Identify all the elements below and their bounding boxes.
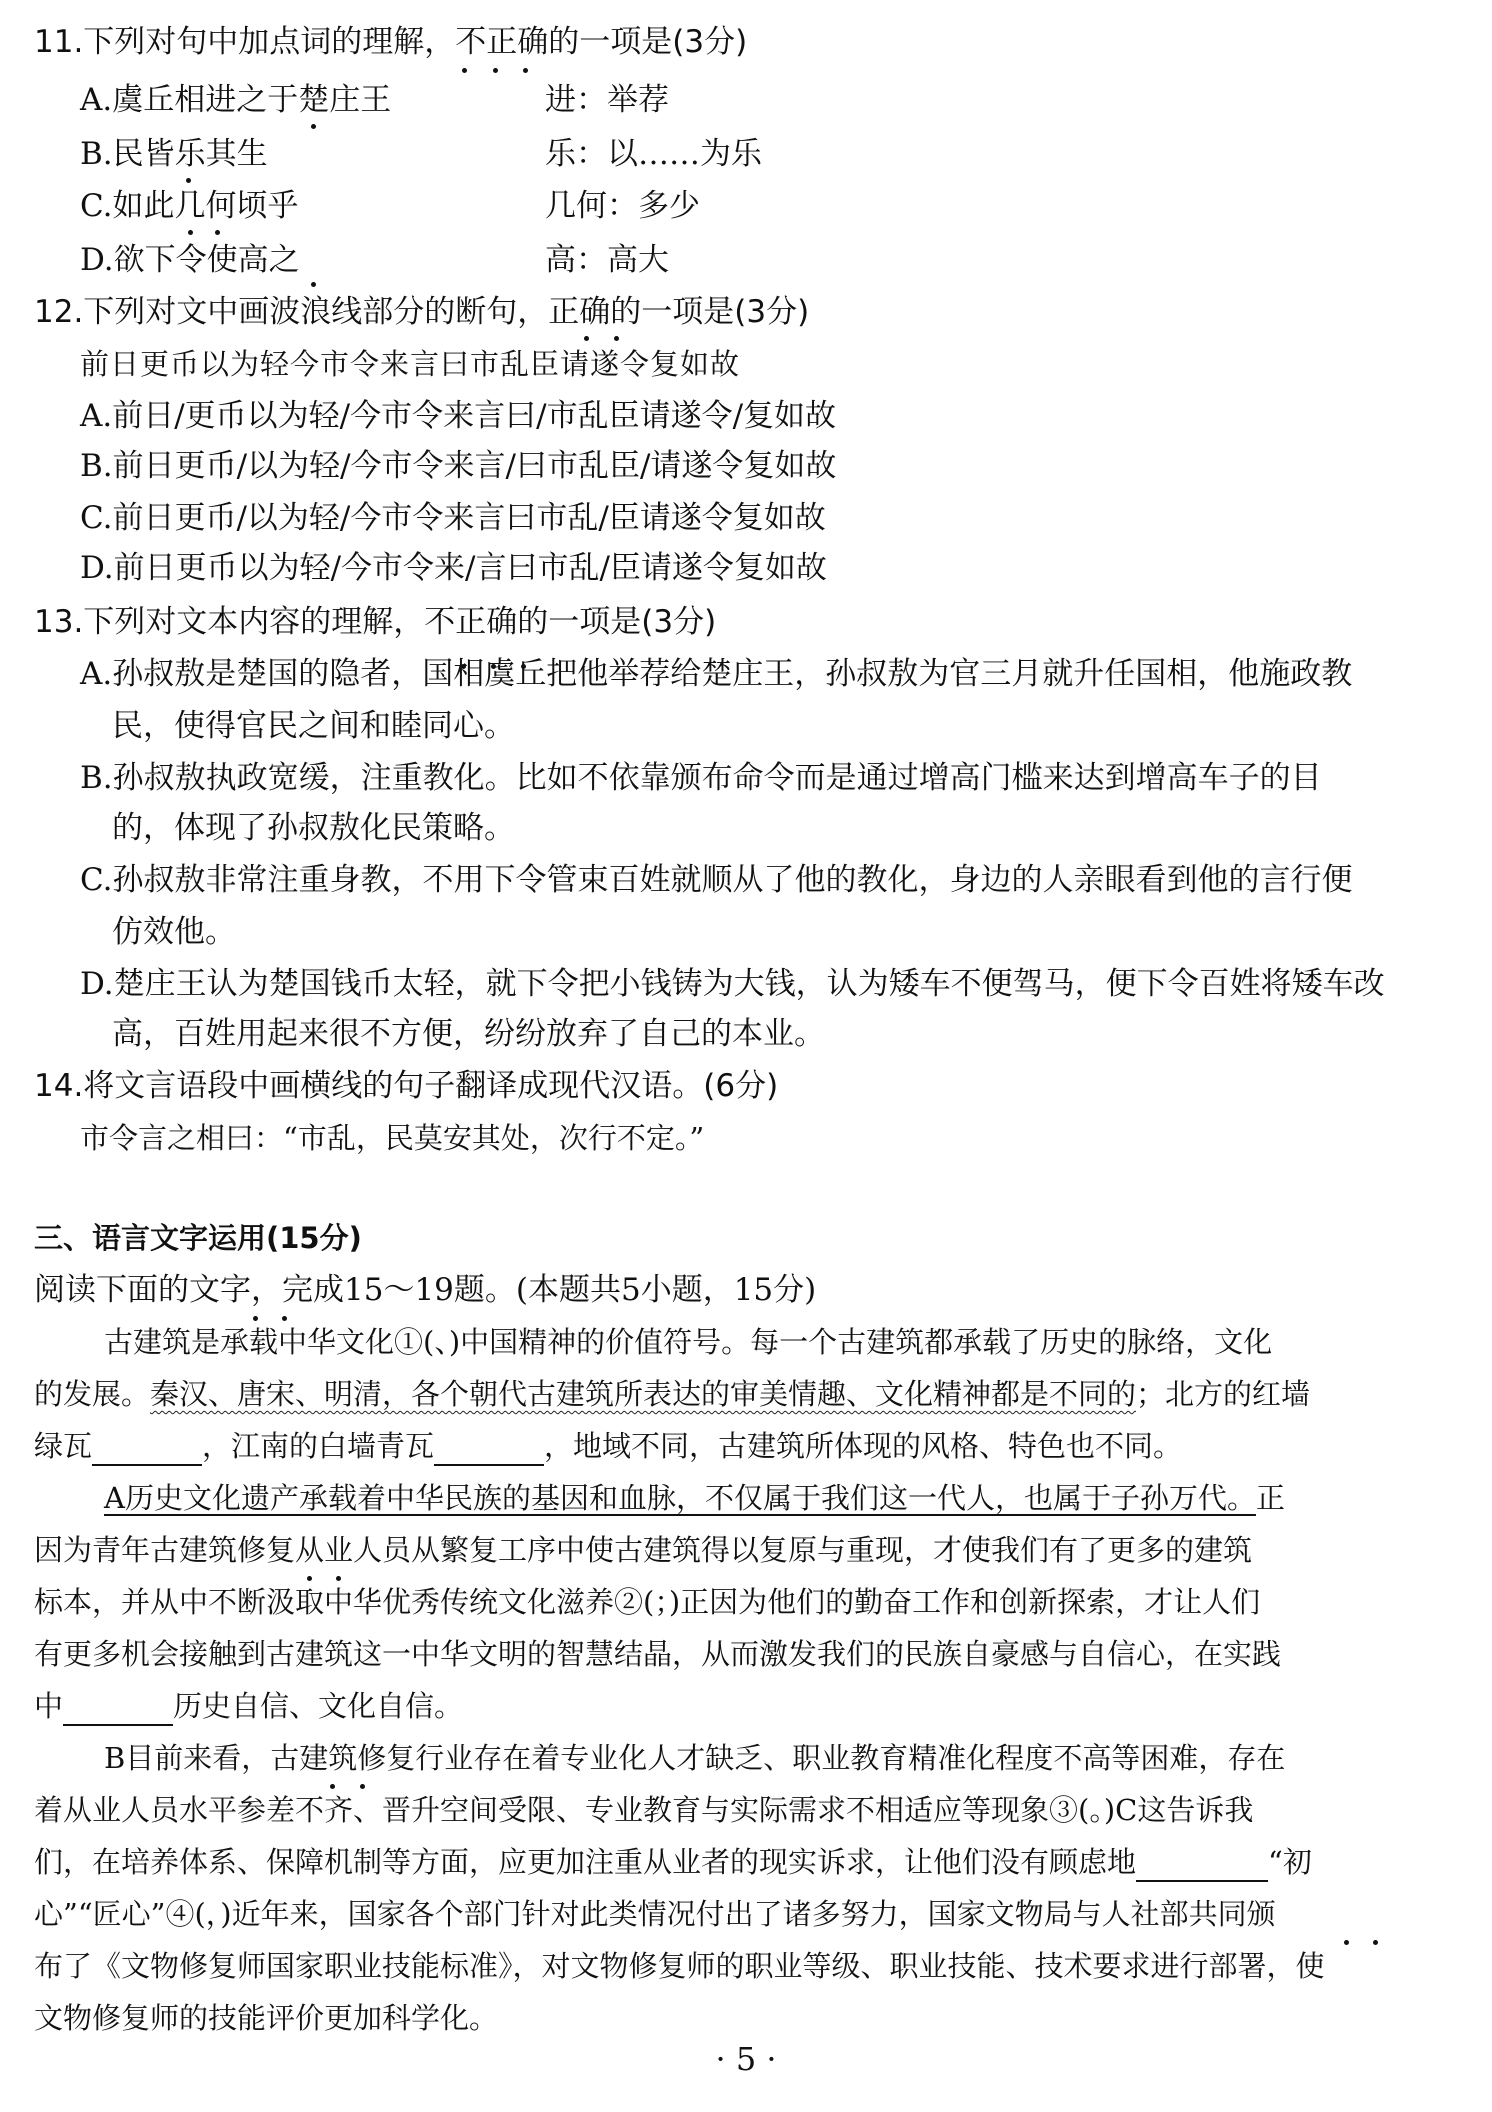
- passage-p3-line1: B目前来看，古建筑修复行业存在着专业化人才缺乏、职业教育精准化程度不高等困难，存在: [104, 1741, 1286, 1775]
- q11-gloss-c: 几何：多少: [545, 188, 700, 224]
- underlined-sentence-a: A历史文化遗产承载着中华民族的基因和血脉，不仅属于我们这一代人，也属于子孙万代。: [104, 1481, 1256, 1515]
- q13-option-c-line1: C.孙叔敖非常注重身教，不用下令管束百姓就顺从了他的教化，身边的人亲眼看到他的言行便: [80, 862, 1353, 898]
- q12-stem: 12.下列对文中画波浪线部分的断句，正确的一项是(3分): [34, 294, 810, 330]
- passage-p3-line5: 布了《文物修复师国家职业技能标准》，对文物修复师的职业等级、职业技能、技术要求进行部署，使: [34, 1949, 1325, 1983]
- q12-option-b: B.前日更币/以为轻/今市令来言/曰市乱臣/请遂令复如故: [80, 448, 837, 484]
- emphasis-dot: [1373, 1940, 1378, 1945]
- q11-option-a: A.虞丘相进之于楚庄王: [80, 82, 392, 118]
- emphasis-dot: [1344, 1940, 1349, 1945]
- q12-option-c: C.前日更币/以为轻/今市令来言曰市乱/臣请遂令复如故: [80, 500, 826, 536]
- emphasis-dot: [311, 124, 316, 129]
- passage-p2-line1: A历史文化遗产承载着中华民族的基因和血脉，不仅属于我们这一代人，也属于子孙万代。正: [104, 1481, 1285, 1515]
- emphasis-dot: [614, 336, 619, 341]
- answer-blank: [1136, 1850, 1268, 1882]
- passage-p1-line1: 古建筑是承载中华文化①(、)中国精神的价值符号。每一个古建筑都承载了历史的脉络，文化: [104, 1325, 1273, 1359]
- q13-option-a-line2: 民，使得官民之间和睦同心。: [112, 708, 515, 744]
- passage-p2-line3: 标本，并从中不断汲取中华优秀传统文化滋养②(；)正因为他们的勤奋工作和创新探索，才让人们: [34, 1585, 1261, 1619]
- q11-gloss-d: 高：高大: [545, 242, 669, 278]
- q14-stem: 14.将文言语段中画横线的句子翻译成现代汉语。(6分): [34, 1068, 779, 1104]
- emphasis-dot: [330, 1784, 335, 1789]
- passage-p1-line3: 绿瓦 ，江南的白墙青瓦 ，地域不同，古建筑所体现的风格、特色也不同。: [34, 1426, 1182, 1466]
- emphasis-dot: [282, 1316, 287, 1321]
- passage-p1-line2: 的发展。秦汉、唐宋、明清，各个朝代古建筑所表达的审美情趣、文化精神都是不同的；北方的红墙: [34, 1377, 1311, 1411]
- q13-option-c-line2: 仿效他。: [112, 914, 236, 950]
- emphasis-dot: [584, 336, 589, 341]
- emphasis-dot: [186, 178, 191, 183]
- emphasis-dot: [523, 68, 528, 73]
- q13-option-d-line2: 高，百姓用起来很不方便，纷纷放弃了自己的本业。: [112, 1016, 825, 1052]
- answer-blank: [434, 1434, 544, 1466]
- passage-p3-line2: 着从业人员水平参差不齐、晋升空间受限、专业教育与实际需求不相适应等现象③(。)C这告诉我: [34, 1793, 1254, 1827]
- q14-sentence: 市令言之相曰：“市乱，民莫安其处，次行不定。”: [80, 1121, 705, 1155]
- emphasis-dot: [360, 1784, 365, 1789]
- emphasis-dot: [311, 282, 316, 287]
- emphasis-dot: [336, 1576, 341, 1581]
- q13-stem: 13.下列对文本内容的理解，不正确的一项是(3分): [34, 604, 717, 640]
- passage-p2-line5: 中 历史自信、文化自信。: [34, 1686, 463, 1726]
- q12-option-d: D.前日更币以为轻/今市令来/言曰市乱/臣请遂令复如故: [80, 550, 827, 586]
- q13-option-a-line1: A.孙叔敖是楚国的隐者，国相虞丘把他举荐给楚庄王，孙叔敖为官三月就升任国相，他施政教: [80, 656, 1353, 692]
- passage-p2-line4: 有更多机会接触到古建筑这一中华文明的智慧结晶，从而激发我们的民族自豪感与自信心，在实践: [34, 1637, 1282, 1671]
- q11-option-c: C.如此几何顷乎: [80, 188, 299, 224]
- answer-blank: [92, 1434, 202, 1466]
- q12-option-a: A.前日/更币以为轻/今市令来言曰/市乱臣请遂令/复如故: [80, 398, 837, 434]
- section-heading: 三、语言文字运用(15分): [34, 1221, 362, 1255]
- page-number: · 5 ·: [715, 2040, 777, 2078]
- emphasis-dot: [188, 230, 193, 235]
- q13-option-d-line1: D.楚庄王认为楚国钱币太轻，就下令把小钱铸为大钱，认为矮车不便驾马，便下令百姓将矮车改: [80, 966, 1385, 1002]
- section-intro: 阅读下面的文字，完成15～19题。(本题共5小题，15分): [34, 1272, 817, 1308]
- q13-option-b-line1: B.孙叔敖执政宽缓，注重教化。比如不依靠颁布命令而是通过增高门槛来达到增高车子的目: [80, 760, 1322, 796]
- passage-p2-line2: 因为青年古建筑修复从业人员从繁复工序中使古建筑得以复原与重现，才使我们有了更多的建筑: [34, 1533, 1253, 1567]
- wavy-underlined-sentence: 秦汉、唐宋、明清，各个朝代古建筑所表达的审美情趣、文化精神都是不同的: [150, 1377, 1137, 1411]
- emphasis-dot: [215, 230, 220, 235]
- q11-gloss-b: 乐：以……为乐: [545, 136, 762, 172]
- q13-option-b-line2: 的，体现了孙叔敖化民策略。: [112, 810, 515, 846]
- q12-passage: 前日更币以为轻今市令来言曰市乱臣请遂令复如故: [80, 347, 741, 381]
- q11-option-b: B.民皆乐其生: [80, 136, 268, 172]
- passage-p3-line4: 心”“匠心”④(，)近年来，国家各个部门针对此类情况付出了诸多努力，国家文物局与人社部共同颁: [34, 1897, 1276, 1931]
- q11-stem: 11.下列对句中加点词的理解，不正确的一项是(3分): [34, 24, 748, 60]
- emphasis-dot: [307, 1576, 312, 1581]
- answer-blank: [63, 1694, 173, 1726]
- emphasis-dot: [493, 68, 498, 73]
- emphasis-dot: [462, 68, 467, 73]
- emphasis-dot: [253, 1316, 258, 1321]
- passage-p3-line3: 们，在培养体系、保障机制等方面，应更加注重从业者的现实诉求，让他们没有顾虑地 “初: [34, 1842, 1312, 1882]
- q11-option-d: D.欲下令使高之: [80, 242, 300, 278]
- passage-p3-line6: 文物修复师的技能评价更加科学化。: [34, 2001, 499, 2035]
- q11-gloss-a: 进：举荐: [545, 82, 669, 118]
